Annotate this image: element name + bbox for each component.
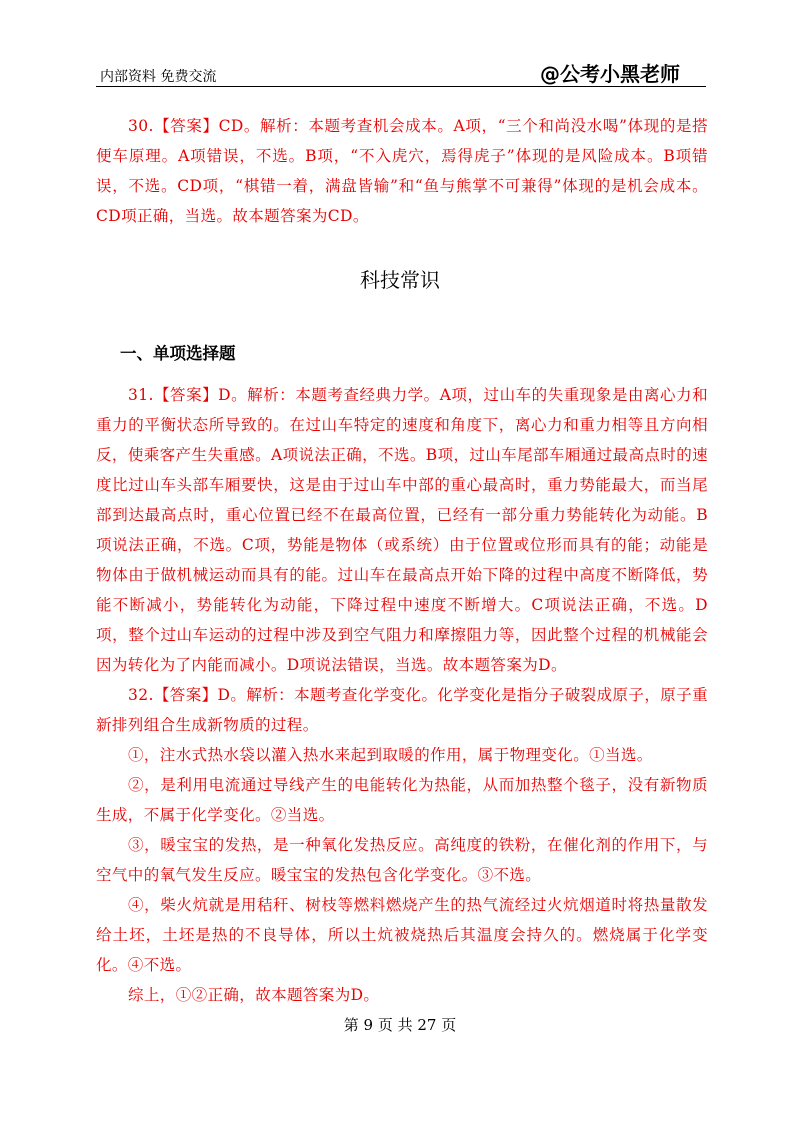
sub-section-title: 一、单项选择题 bbox=[120, 344, 236, 363]
answer-31-text: 31.【答案】D。解析：本题考查经典力学。A项，过山车的失重现象是由离心力和重力的平衡状态所导致的。在过山车特定的速度和角度下，离心力和重力相等且方向相反，使乘客产生失重感。A项说法正确，不选。B项，过山车尾部车厢通过最高点时的速度比过山车头部车厢要快，这是由于过山车中部的重心最高时，重力势能最大，而当尾部到达最高点时，重心位置已经不在最高位置，已经有一部分重力势能转化为动能。B项说法正确，不选。C项，势能是物体（或系统）由于位置或位形而具有的能；动能是物体由于做机械运动而具有的能。过山车在最高点开始下降的过程中高度不断降低，势能不断减小，势能转化为动能，下降过程中速度不断增大。C项说法正确，不选。D项，整个过山车运动的过程中涉及到空气阻力和摩擦阻力等，因此整个过程的机械能会因为转化为了内能而减小。D项说法错误，当选。故本题答案为D。 bbox=[96, 386, 708, 674]
answer-30-text: 30.【答案】CD。解析：本题考查机会成本。A项，“三个和尚没水喝”体现的是搭便车原理。A项错误，不选。B项，“不入虎穴，焉得虎子”体现的是风险成本。B项错误，不选。CD项，“棋错一着，满盘皆输”和“鱼与熊掌不可兼得”体现的是机会成本。CD项正确，当选。故本题答案为CD。 bbox=[96, 117, 708, 225]
answer-32-text: 32.【答案】D。解析：本题考查化学变化。化学变化是指分子破裂成原子，原子重新排列组合生成新物质的过程。 bbox=[96, 686, 708, 734]
answer-32-item-3: ③，暖宝宝的发热，是一种氧化发热反应。高纯度的铁粉，在催化剂的作用下，与空气中的氧气发生反应。暖宝宝的发热包含化学变化。③不选。 bbox=[96, 836, 708, 884]
answers-body bbox=[96, 380, 708, 1010]
answer-32-item-2: ②，是利用电流通过导线产生的电能转化为热能，从而加热整个毯子，没有新物质生成，不属于化学变化。②当选。 bbox=[96, 776, 708, 824]
section-title: 科技常识 bbox=[360, 268, 440, 292]
header-author-label: @公考小黑老师 bbox=[540, 62, 680, 86]
answer-32-item-4: ④，柴火炕就是用秸秆、树枝等燃料燃烧产生的热气流经过火炕烟道时将热量散发给土坯，土坯是热的不良导体，所以土炕被烧热后其温度会持久的。燃烧属于化学变化。④不选。 bbox=[96, 896, 708, 974]
header-left-label: 内部资料 免费交流 bbox=[100, 69, 217, 85]
header-divider bbox=[96, 86, 706, 87]
answer-32-conclusion: 综上，①②正确，故本题答案为D。 bbox=[128, 986, 380, 1004]
answer-30-block bbox=[96, 111, 708, 231]
answer-32-item-1: ①，注水式热水袋以灌入热水来起到取暖的作用，属于物理变化。①当选。 bbox=[128, 746, 653, 764]
page-number: 第 9 页 共 27 页 bbox=[343, 1016, 457, 1034]
